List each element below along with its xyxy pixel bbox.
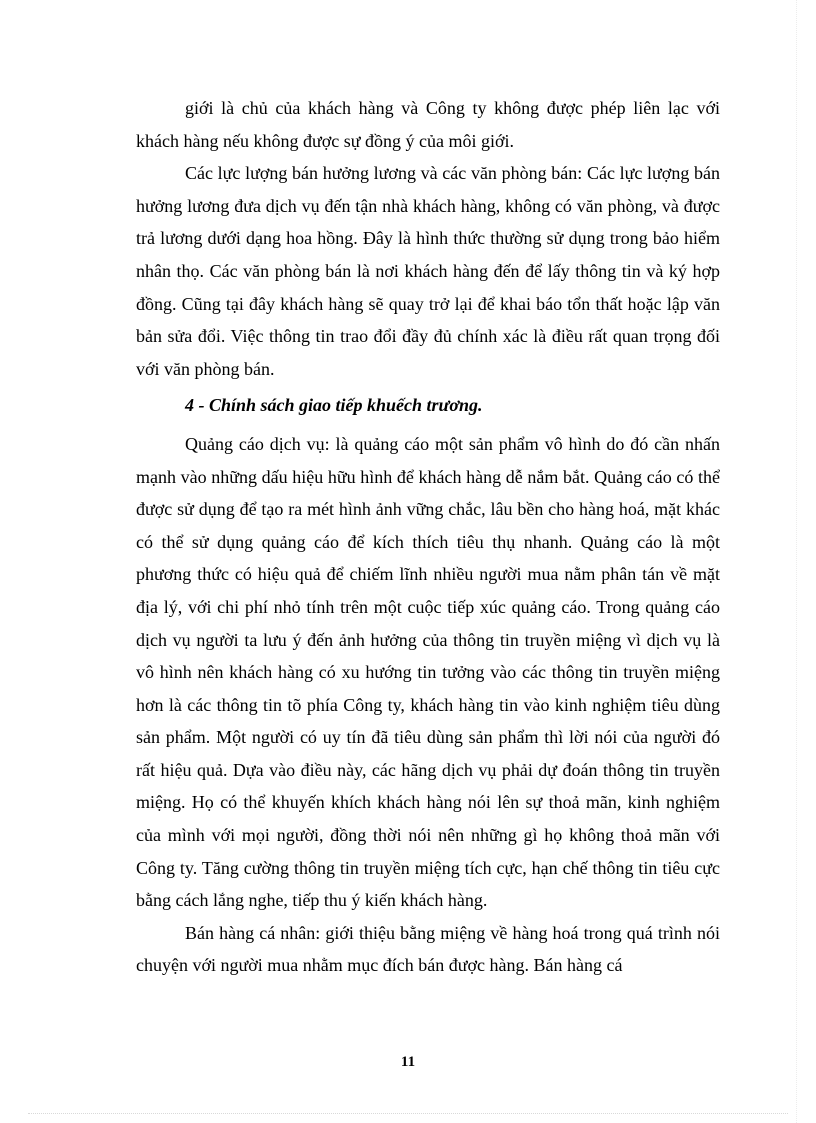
paragraph-personal-selling: Bán hàng cá nhân: giới thiệu bằng miệng về hàng hoá trong quá trình nói chuyện với người mua nhằm mục đích bán được hàng. Bán hàng cá: [136, 922, 720, 976]
paragraph-service-advertising: Quảng cáo dịch vụ: là quảng cáo một sản phẩm vô hình do đó cần nhấn mạnh vào những dấu hiệu hữu hình để khách hàng dễ nắm bắt. Quảng cáo có thể được sử dụng để tạo ra mét hình ảnh vững chắc, lâu bền cho hàng hoá, mặt khác có thể sử dụng quảng cáo để kích thích tiêu thụ nhanh. Quảng cáo là một phương thức có hiệu quả để chiếm lĩnh nhiều người mua nằm phân tán về mặt địa lý, với chi phí nhỏ tính trên một cuộc tiếp xúc quảng cáo. Trong quảng cáo dịch vụ người ta lưu ý đến ảnh hưởng của thông tin truyền miệng vì dịch vụ là vô hình nên khách hàng có xu hướng tin tưởng vào các thông tin truyền miệng hơn là các thông tin tõ phía Công ty, khách hàng tin vào kinh nghiệm tiêu dùng sản phẩm. Một người có uy tín đã tiêu dùng sản phẩm thì lời nói của người đó rất hiệu quả. Dựa vào điều này, các hãng dịch vụ phải dự đoán thông tin truyền miệng. Họ có thể khuyến khích khách hàng nói lên sự thoả mãn, kinh nghiệm của mình với mọi người, đồng thời nói nên những gì họ không thoả mãn với Công ty. Tăng cường thông tin truyền miệng tích cực, hạn chế thông tin tiêu cực bằng cách lắng nghe, tiếp thu ý kiến khách hàng.: [136, 433, 720, 911]
paragraph-sales-forces: Các lực lượng bán hưởng lương và các văn phòng bán: Các lực lượng bán hưởng lương đưa dịch vụ đến tận nhà khách hàng, không có văn phòng, và được trả lương dưới dạng hoa hồng. Đây là hình thức thường sử dụng trong bảo hiểm nhân thọ. Các văn phòng bán là nơi khách hàng đến để lấy thông tin và ký hợp đồng. Cũng tại đây khách hàng sẽ quay trở lại để khai báo tổn thất hoặc lập văn bản sửa đổi. Việc thông tin trao đổi đầy đủ chính xác là điều rất quan trọng đối với văn phòng bán.: [136, 163, 720, 379]
document-body: [136, 92, 720, 982]
page-right-border: [796, 0, 797, 1123]
section-heading: 4 - Chính sách giao tiếp khuếch trương.: [185, 395, 483, 416]
page-bottom-border: [28, 1113, 788, 1114]
paragraph-broker-continuation: giới là chủ của khách hàng và Công ty không được phép liên lạc với khách hàng nếu không được sự đồng ý của môi giới.: [136, 98, 720, 151]
page-number: 11: [400, 1054, 416, 1070]
